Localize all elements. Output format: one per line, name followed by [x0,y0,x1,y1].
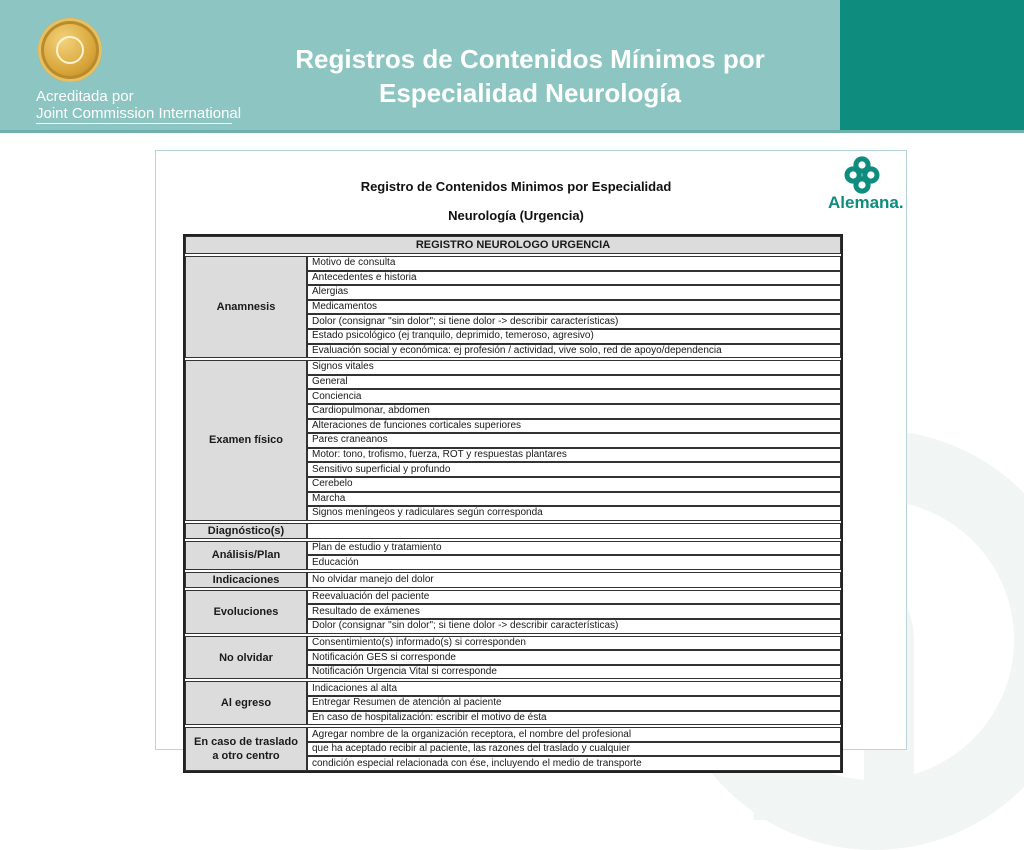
section-item: Notificación Urgencia Vital si corresponde [307,665,841,680]
section-item: Alergias [307,285,841,300]
section-item: Cerebelo [307,477,841,492]
section-item: General [307,375,841,390]
document-brand-mark: . [898,193,904,212]
section-item: Reevaluación del paciente [307,590,841,605]
document-image [155,150,907,769]
jci-seal-icon [38,18,102,82]
section-item: Estado psicológico (ej tranquilo, deprimido, temeroso, agresivo) [307,329,841,344]
table-row [185,360,841,375]
slide-header [0,0,840,130]
brand-panel [840,0,1024,130]
section-label: Indicaciones [185,572,307,588]
document-logo [824,155,906,219]
section-item: Sensitivo superficial y profundo [307,462,841,477]
section-item: Conciencia [307,389,841,404]
section-label: Diagnóstico(s) [185,523,307,539]
section-item: No olvidar manejo del dolor [307,572,841,588]
section-item: Resultado de exámenes [307,604,841,619]
section-item: Plan de estudio y tratamiento [307,541,841,556]
section-label: Evoluciones [185,590,307,634]
document-brand-word-text: Alemana [828,193,899,212]
section-item: Motivo de consulta [307,256,841,271]
header-divider [0,130,1024,133]
section-label: Examen físico [185,360,307,521]
section-item: Educación [307,555,841,570]
table-row [185,572,841,588]
section-item: Marcha [307,492,841,507]
section-item [307,523,841,539]
table-row [185,541,841,556]
table-row [185,636,841,651]
section-item: Agregar nombre de la organización receptora, el nombre del profesional [307,727,841,742]
slide-title [250,42,810,110]
alemana-knot-small-icon [842,155,882,195]
document-brand-word [828,193,904,213]
section-item: Medicamentos [307,300,841,315]
section-item: Alteraciones de funciones corticales superiores [307,419,841,434]
document-subtitle: Neurología (Urgencia) [448,208,584,223]
section-item: Antecedentes e historia [307,271,841,286]
table-row [185,523,841,539]
section-item: Motor: tono, trofismo, fuerza, ROT y respuestas plantares [307,448,841,463]
section-item: Signos meníngeos y radiculares según corresponda [307,506,841,521]
document-title: Registro de Contenidos Minimos por Especialidad [360,179,672,194]
section-item: que ha aceptado recibir al paciente, las razones del traslado y cualquier [307,742,841,757]
slide-title-line-1: Registros de Contenidos Mínimos por [295,44,765,74]
section-item: condición especial relacionada con ése, incluyendo el medio de transporte [307,756,841,771]
accreditation-text [36,88,241,122]
table-row [185,590,841,605]
table-header: REGISTRO NEUROLOGO URGENCIA [185,236,841,254]
section-item: Cardiopulmonar, abdomen [307,404,841,419]
section-label: Anamnesis [185,256,307,358]
section-item: Consentimiento(s) informado(s) si corresponden [307,636,841,651]
table-row [185,256,841,271]
registry-table [183,234,843,773]
section-item: En caso de hospitalización: escribir el motivo de ésta [307,711,841,726]
section-item: Indicaciones al alta [307,681,841,696]
section-label: Al egreso [185,681,307,725]
section-label: No olvidar [185,636,307,680]
accreditation-underline [36,123,232,124]
section-label: En caso de traslado a otro centro [185,727,307,771]
section-item: Entregar Resumen de atención al paciente [307,696,841,711]
table-row [185,681,841,696]
section-item: Dolor (consignar "sin dolor"; si tiene dolor -> describir características) [307,619,841,634]
registry-table-body [185,254,841,771]
section-item: Signos vitales [307,360,841,375]
accreditation-line-2: Joint Commission International [36,105,242,122]
section-item: Notificación GES si corresponde [307,650,841,665]
section-item: Dolor (consignar "sin dolor"; si tiene dolor -> describir características) [307,314,841,329]
section-item: Evaluación social y económica: ej profesión / actividad, vive solo, red de apoyo/dependencia [307,344,841,359]
accreditation-line-1: Acreditada por [36,88,134,105]
table-row [185,727,841,742]
slide-title-line-2: Especialidad Neurología [379,78,681,108]
section-label: Análisis/Plan [185,541,307,570]
section-item: Pares craneanos [307,433,841,448]
